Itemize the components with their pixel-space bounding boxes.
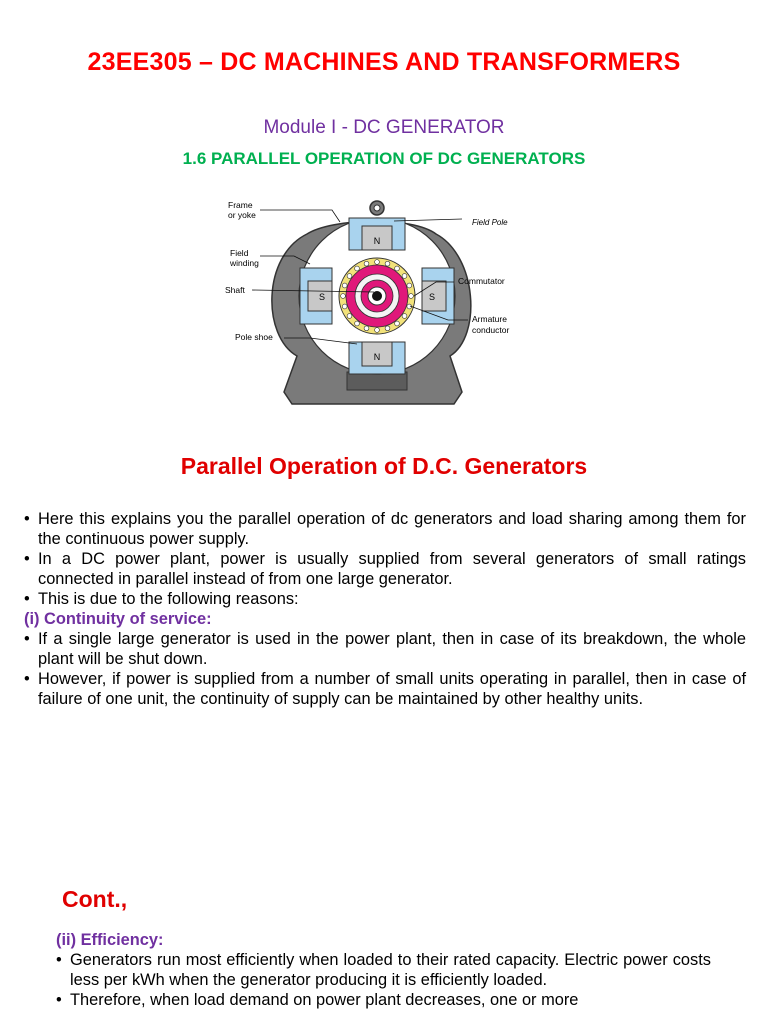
bullet-intro-2: • In a DC power plant, power is usually supplied from several generators of small ratings connected in parallel instead of from one large generator. [24, 549, 746, 589]
slide-body-continued [56, 930, 711, 1010]
pole-s-left-label: S [318, 292, 326, 302]
field-winding-label: Field [230, 248, 249, 258]
armature-label: Armature [472, 314, 507, 324]
armature [339, 258, 415, 334]
bullet-intro-1: • Here this explains you the parallel operation of dc generators and load sharing among them for the continuous power supply. [24, 509, 746, 549]
frame-label: Frame [228, 200, 253, 210]
shaft-label: Shaft [225, 285, 245, 295]
armature-sublabel: conductor [472, 325, 510, 335]
dc-generator-diagram [222, 196, 534, 408]
pole-n-top-label: N [373, 236, 381, 246]
subheading-continuity: (i) Continuity of service: [24, 610, 212, 628]
pole-n-bottom-label: N [373, 352, 381, 362]
bullet-intro-3: • This is due to the following reasons: [24, 589, 746, 609]
bullet-efficiency-2: • Therefore, when load demand on power plant decreases, one or more [56, 990, 711, 1010]
pole-s-right-label: S [428, 292, 436, 302]
section-title: 1.6 PARALLEL OPERATION OF DC GENERATORS [182, 149, 586, 168]
frame-sublabel: or yoke [228, 210, 256, 220]
cont-heading: Cont., [62, 886, 128, 912]
slide-heading: Parallel Operation of D.C. Generators [180, 453, 588, 479]
bullet-continuity-1: • If a single large generator is used in the power plant, then in case of its breakdown, the whole plant will be shut down. [24, 629, 746, 669]
field-pole-label: Field Pole [472, 218, 508, 227]
bullet-continuity-2: • However, if power is supplied from a number of small units operating in parallel, then in case of failure of one unit, the continuity of supply can be maintained by other healthy units. [24, 669, 746, 709]
course-title: 23EE305 – DC MACHINES AND TRANSFORMERS [87, 48, 681, 76]
pole-shoe-label: Pole shoe [235, 332, 273, 342]
field-winding-sublabel: winding [230, 258, 259, 268]
module-title: Module I - DC GENERATOR [263, 117, 505, 138]
commutator-label: Commutator [458, 276, 505, 286]
slide-body [24, 509, 746, 709]
subheading-efficiency: (ii) Efficiency: [56, 931, 164, 949]
bullet-efficiency-1: • Generators run most efficiently when loaded to their rated capacity. Electric power costs less per kWh when the generator producing it is efficiently loaded. [56, 950, 711, 990]
